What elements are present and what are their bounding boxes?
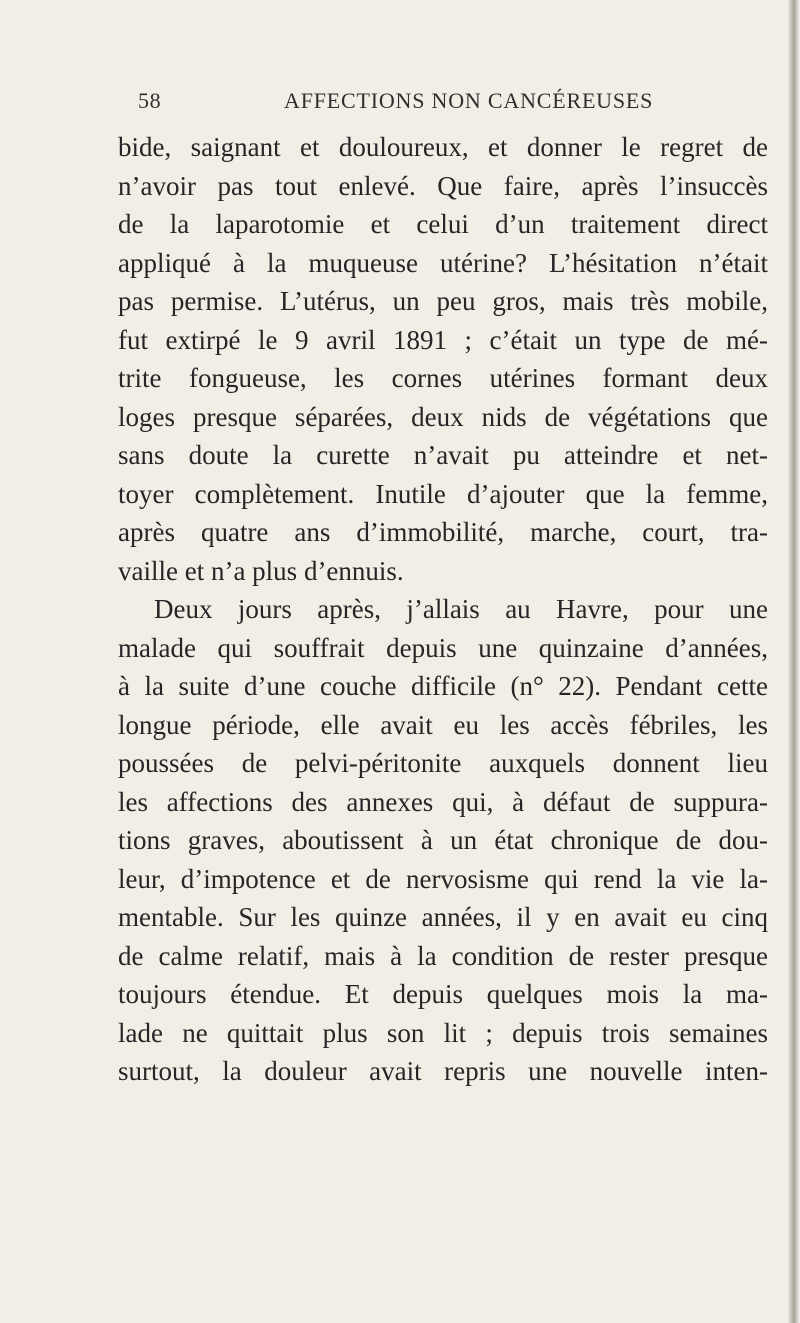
text-line: leur, d’impotence et de nervosisme qui rend la vie la- bbox=[118, 863, 768, 894]
body-text bbox=[118, 128, 768, 1091]
text-line: surtout, la douleur avait repris une nouvelle inten- bbox=[118, 1056, 768, 1086]
text-line: bide, saignant et douloureux, et donner le regret de bbox=[118, 132, 768, 162]
page-header bbox=[138, 88, 758, 116]
text-line: tions graves, aboutissent à un état chronique de dou- bbox=[118, 825, 768, 855]
text-line: fut extirpé le 9 avril 1891 ; c’était un type de mé- bbox=[118, 324, 768, 355]
text-line: malade qui souffrait depuis une quinzaine d’années, bbox=[118, 632, 768, 663]
text-line: les affections des annexes qui, à défaut de suppura- bbox=[118, 786, 768, 817]
text-line: après quatre ans d’immobilité, marche, court, tra- bbox=[118, 517, 768, 547]
page-edge bbox=[788, 0, 800, 1323]
text-line: appliqué à la muqueuse utérine? L’hésitation n’était bbox=[118, 247, 768, 278]
text-line: pas permise. L’utérus, un peu gros, mais très mobile, bbox=[118, 286, 768, 316]
text-line: toujours étendue. Et depuis quelques mois la ma- bbox=[118, 979, 768, 1009]
running-title: AFFECTIONS NON CANCÉREUSES bbox=[284, 88, 654, 113]
text-line: à la suite d’une couche difficile (n° 22). Pendant cette bbox=[118, 671, 768, 701]
text-line: longue période, elle avait eu les accès fébriles, les bbox=[118, 709, 768, 740]
text-line: lade ne quittait plus son lit ; depuis trois semaines bbox=[118, 1017, 768, 1048]
text-line: loges presque séparées, deux nids de végétations que bbox=[118, 401, 768, 432]
page-number: 58 bbox=[138, 88, 162, 113]
text-line: trite fongueuse, les cornes utérines formant deux bbox=[118, 363, 768, 393]
text-line: de calme relatif, mais à la condition de rester presque bbox=[118, 940, 768, 971]
text-line: n’avoir pas tout enlevé. Que faire, après l’insuccès bbox=[118, 170, 768, 201]
text-line: toyer complètement. Inutile d’ajouter que la femme, bbox=[118, 478, 768, 509]
text-line: mentable. Sur les quinze années, il y en avait eu cinq bbox=[118, 902, 768, 932]
text-line: de la laparotomie et celui d’un traitement direct bbox=[118, 209, 768, 239]
text-line: Deux jours après, j’allais au Havre, pour une bbox=[154, 594, 768, 624]
text-line: sans doute la curette n’avait pu atteindre et net- bbox=[118, 440, 768, 470]
text-line: poussées de pelvi-péritonite auxquels donnent lieu bbox=[118, 748, 768, 778]
text-line: vaille et n’a plus d’ennuis. bbox=[118, 555, 404, 586]
